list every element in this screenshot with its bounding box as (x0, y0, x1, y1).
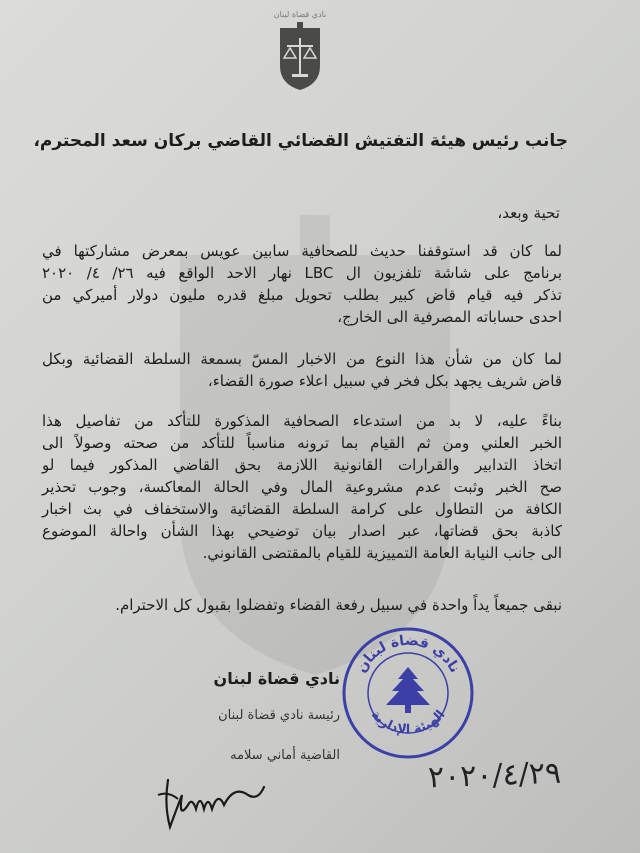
paragraph-line: صح الخبر وثبت عدم مشروعية المال وفي الحالة المعاكسة، وجوب تحذير (42, 478, 562, 496)
scales-emblem-icon (278, 22, 322, 92)
signature-club-name: نادي قضاة لبنان (213, 669, 340, 688)
greeting-line: تحية وبعد، (497, 204, 560, 222)
paragraph-line: تذكر فيه قيام قاض كبير بطلب تحويل مبلغ قدره مليون دولار أميركي من (42, 286, 562, 304)
paragraph-3 (42, 410, 562, 564)
paragraph-line: لما كان من شأن هذا النوع من الاخبار المسّ بسمعة السلطة القضائية وبكل (42, 350, 562, 368)
emblem-caption: نادي قضاة لبنان (273, 10, 327, 19)
paragraph-line: لما كان قد استوقفنا حديث للصحافية سابين عويس بمعرض مشاركتها في (42, 242, 562, 260)
paragraph-line-last: احدى حساباته المصرفية الى الخارج، (337, 308, 562, 326)
paragraph-line: كاذبة بحق قضاتها، عبر اصدار بيان توضيحي بهذا الشأن واحالة الموضوع (42, 522, 562, 540)
paragraph-1 (42, 240, 562, 328)
paragraph-line: برنامج على شاشة تلفزيون ال LBC نهار الاحد الواقع فيه ٢٦/ ٤/ ٢٠٢٠ (42, 264, 562, 282)
header-emblem (270, 8, 330, 100)
paragraph-line: بناءً عليه، لا بد من استدعاء الصحافية المذكورة للتأكد من تفاصيل هذا (42, 412, 562, 430)
paragraph-line-last: الى جانب النيابة العامة التمييزية للقيام بالمقتضى القانوني. (202, 544, 562, 562)
paragraph-line-last: قاض شريف يجهد بكل فخر في سبيل اعلاء صورة القضاء، (207, 372, 562, 390)
stamp-bottom-text: الهيئة الإدارية (367, 707, 449, 738)
stamp-top-text: نادي قضاة لبنان (353, 632, 463, 676)
signature-judge-name: القاضية أماني سلامه (230, 748, 340, 763)
addressee-line: جانب رئيس هيئة التفتيش القضائي القاضي بركان سعد المحترم، (33, 131, 568, 151)
official-stamp-icon (338, 623, 478, 763)
paragraph-line: الخبر العلني ومن ثم القيام بما ترونه مناسباً للتأكد من صحته وصولاً الى (42, 434, 562, 452)
paragraph-line: اتخاذ التدابير والقرارات القانونية اللازمة بحق القاضي المذكور فيما لو (42, 456, 562, 474)
closing-line: نبقى جميعاً يداً واحدة في سبيل رفعة القضاء وتفضلوا بقبول كل الاحترام. (115, 596, 562, 614)
paragraph-2 (42, 348, 562, 392)
signature-president-title: رئيسة نادي قضاة لبنان (218, 708, 340, 723)
handwritten-signature-icon (148, 765, 268, 835)
paragraph-line: الكافة من التطاول على كرامة السلطة القضائية والاستخفاف في بث اخبار (42, 500, 562, 518)
handwritten-date: ٢٠٢٠/٤/٢٩ (427, 755, 562, 796)
